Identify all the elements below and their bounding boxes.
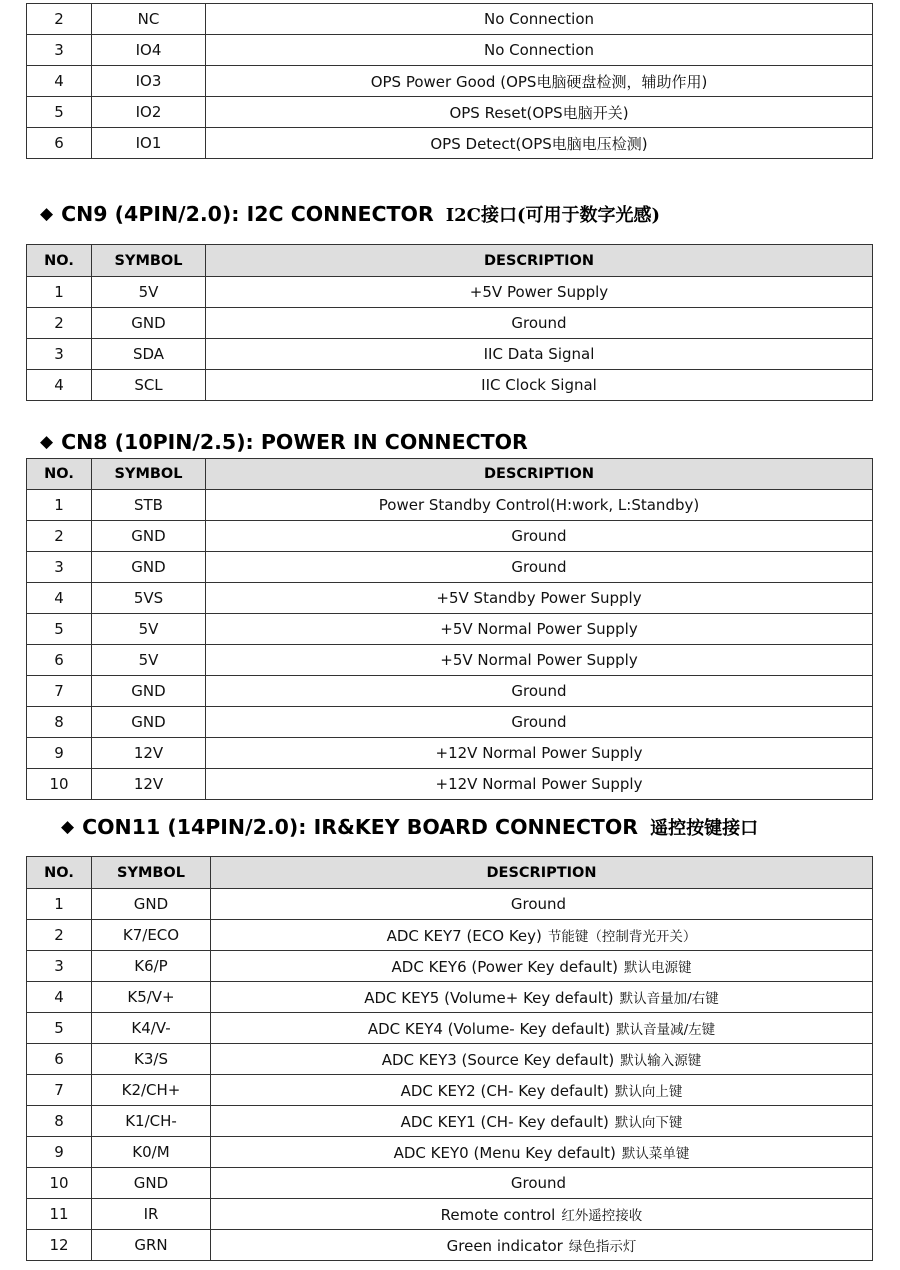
table-row xyxy=(27,1230,873,1261)
table-row xyxy=(27,308,873,339)
pin-number: 6 xyxy=(27,1044,92,1075)
pin-description: No Connection xyxy=(206,4,873,35)
pin-number: 7 xyxy=(27,1075,92,1106)
table-row xyxy=(27,490,873,521)
pin-symbol: GND xyxy=(92,308,206,339)
pin-number: 7 xyxy=(27,676,92,707)
pin-number: 2 xyxy=(27,308,92,339)
description-cn: 绿色指示灯 xyxy=(568,1239,637,1255)
description-en: ADC KEY5 (Volume+ Key default) xyxy=(364,989,614,1007)
pin-symbol: GND xyxy=(92,707,206,738)
table-row xyxy=(27,769,873,800)
table-row xyxy=(27,1168,873,1199)
pin-description: +5V Standby Power Supply xyxy=(206,583,873,614)
pin-description: Ground xyxy=(206,707,873,738)
pin-description xyxy=(211,982,873,1013)
table-row xyxy=(27,738,873,769)
table-header-row xyxy=(27,245,873,277)
pin-description: OPS Detect(OPS电脑电压检测) xyxy=(206,128,873,159)
table-row xyxy=(27,66,873,97)
pin-symbol: K0/M xyxy=(92,1137,211,1168)
pin-number: 9 xyxy=(27,1137,92,1168)
description-en: Green indicator xyxy=(446,1237,563,1255)
pin-description xyxy=(211,1044,873,1075)
pin-number: 1 xyxy=(27,277,92,308)
description-en: ADC KEY2 (CH- Key default) xyxy=(400,1082,609,1100)
pin-number: 4 xyxy=(27,370,92,401)
con11-heading xyxy=(61,814,758,840)
pin-number: 3 xyxy=(27,951,92,982)
header-description: DESCRIPTION xyxy=(206,245,873,277)
pin-symbol: GND xyxy=(92,889,211,920)
description-en: Ground xyxy=(510,895,567,913)
table-row xyxy=(27,951,873,982)
pin-number: 3 xyxy=(27,339,92,370)
pin-description xyxy=(211,889,873,920)
table-row xyxy=(27,128,873,159)
cn8-title: CN8 (10PIN/2.5): POWER IN CONNECTOR xyxy=(61,430,528,454)
pin-symbol: K5/V+ xyxy=(92,982,211,1013)
pin-description: Ground xyxy=(206,552,873,583)
table-row xyxy=(27,370,873,401)
table-row xyxy=(27,1199,873,1230)
pin-symbol: SDA xyxy=(92,339,206,370)
pin-number: 4 xyxy=(27,66,92,97)
table-row xyxy=(27,97,873,128)
cn9-pin-table xyxy=(26,244,873,401)
pin-description: +12V Normal Power Supply xyxy=(206,738,873,769)
pin-symbol: GND xyxy=(92,521,206,552)
pin-description xyxy=(211,951,873,982)
description-en: ADC KEY4 (Volume- Key default) xyxy=(367,1020,611,1038)
pin-symbol: K1/CH- xyxy=(92,1106,211,1137)
pin-symbol: K3/S xyxy=(92,1044,211,1075)
pin-number: 8 xyxy=(27,707,92,738)
pin-symbol: GND xyxy=(92,552,206,583)
pin-description xyxy=(211,1230,873,1261)
description-cn: 默认输入源键 xyxy=(620,1053,702,1069)
pin-symbol: IR xyxy=(92,1199,211,1230)
table-row xyxy=(27,1075,873,1106)
pin-number: 12 xyxy=(27,1230,92,1261)
pin-description xyxy=(211,1075,873,1106)
con11-table-header xyxy=(27,857,873,889)
pin-symbol: 5V xyxy=(92,645,206,676)
table-row xyxy=(27,521,873,552)
description-en: ADC KEY1 (CH- Key default) xyxy=(400,1113,609,1131)
description-cn: 默认向上键 xyxy=(614,1084,683,1100)
description-en: Remote control xyxy=(440,1206,556,1224)
pin-symbol: 12V xyxy=(92,738,206,769)
pin-symbol: IO4 xyxy=(92,35,206,66)
description-cn: 默认音量加/右键 xyxy=(619,991,719,1007)
cn8-heading xyxy=(40,430,528,454)
pin-number: 6 xyxy=(27,128,92,159)
pin-description xyxy=(211,1168,873,1199)
table-row xyxy=(27,35,873,66)
pin-description: Ground xyxy=(206,521,873,552)
pin-number: 1 xyxy=(27,490,92,521)
pin-number: 4 xyxy=(27,583,92,614)
header-no: NO. xyxy=(27,857,92,889)
pin-number: 6 xyxy=(27,645,92,676)
pin-number: 3 xyxy=(27,552,92,583)
pin-symbol: GND xyxy=(92,1168,211,1199)
pin-symbol: NC xyxy=(92,4,206,35)
pin-number: 11 xyxy=(27,1199,92,1230)
cn8-pin-table xyxy=(26,458,873,800)
table-header-row xyxy=(27,857,873,889)
pin-number: 10 xyxy=(27,1168,92,1199)
description-cn: 默认向下键 xyxy=(614,1115,683,1131)
ops-table-body xyxy=(27,4,873,159)
con11-title-cn: 遥控按键接口 xyxy=(650,818,759,839)
description-en: ADC KEY7 (ECO Key) xyxy=(386,927,542,945)
pin-symbol: 5VS xyxy=(92,583,206,614)
table-row xyxy=(27,583,873,614)
header-symbol: SYMBOL xyxy=(92,459,206,490)
table-row xyxy=(27,339,873,370)
con11-table-body xyxy=(27,889,873,1261)
pin-description xyxy=(211,1013,873,1044)
cn9-title-cn: I2C接口(可用于数字光感) xyxy=(445,205,661,226)
table-row xyxy=(27,645,873,676)
pin-symbol: K6/P xyxy=(92,951,211,982)
header-no: NO. xyxy=(27,245,92,277)
pin-number: 5 xyxy=(27,614,92,645)
pin-description xyxy=(211,1106,873,1137)
description-en: ADC KEY6 (Power Key default) xyxy=(391,958,618,976)
table-row xyxy=(27,552,873,583)
description-cn: 默认电源键 xyxy=(623,960,692,976)
pin-description: Power Standby Control(H:work, L:Standby) xyxy=(206,490,873,521)
pin-number: 9 xyxy=(27,738,92,769)
pin-symbol: SCL xyxy=(92,370,206,401)
pin-description: No Connection xyxy=(206,35,873,66)
table-row xyxy=(27,1106,873,1137)
pin-number: 4 xyxy=(27,982,92,1013)
table-row xyxy=(27,676,873,707)
pin-number: 2 xyxy=(27,4,92,35)
pin-number: 1 xyxy=(27,889,92,920)
pin-description: Ground xyxy=(206,308,873,339)
header-symbol: SYMBOL xyxy=(92,857,211,889)
ops-pin-table xyxy=(26,3,873,159)
cn9-table-body xyxy=(27,277,873,401)
pin-description: +12V Normal Power Supply xyxy=(206,769,873,800)
diamond-bullet-icon: ◆ xyxy=(61,817,75,837)
pin-description: +5V Power Supply xyxy=(206,277,873,308)
pin-symbol: IO3 xyxy=(92,66,206,97)
header-description: DESCRIPTION xyxy=(211,857,873,889)
pin-description: IIC Data Signal xyxy=(206,339,873,370)
pin-symbol: K2/CH+ xyxy=(92,1075,211,1106)
table-row xyxy=(27,889,873,920)
table-row xyxy=(27,707,873,738)
header-description: DESCRIPTION xyxy=(206,459,873,490)
pin-symbol: 5V xyxy=(92,277,206,308)
pin-symbol: 12V xyxy=(92,769,206,800)
pin-description xyxy=(211,1199,873,1230)
pin-symbol: GND xyxy=(92,676,206,707)
cn8-table-body xyxy=(27,490,873,800)
table-row xyxy=(27,1013,873,1044)
cn9-heading xyxy=(40,201,660,227)
pin-description: OPS Power Good (OPS电脑硬盘检测，辅助作用) xyxy=(206,66,873,97)
pin-description: Ground xyxy=(206,676,873,707)
pin-number: 2 xyxy=(27,521,92,552)
pin-description: +5V Normal Power Supply xyxy=(206,645,873,676)
pin-symbol: K4/V- xyxy=(92,1013,211,1044)
description-cn: 节能键（控制背光开关） xyxy=(547,929,697,945)
pin-symbol: IO2 xyxy=(92,97,206,128)
pin-description: IIC Clock Signal xyxy=(206,370,873,401)
con11-pin-table xyxy=(26,856,873,1261)
cn8-table-header xyxy=(27,459,873,490)
header-no: NO. xyxy=(27,459,92,490)
pin-description xyxy=(211,920,873,951)
pin-number: 2 xyxy=(27,920,92,951)
pin-number: 8 xyxy=(27,1106,92,1137)
table-row xyxy=(27,982,873,1013)
description-cn: 红外遥控接收 xyxy=(561,1208,643,1224)
header-symbol: SYMBOL xyxy=(92,245,206,277)
pin-number: 5 xyxy=(27,97,92,128)
pin-number: 3 xyxy=(27,35,92,66)
pin-description xyxy=(211,1137,873,1168)
diamond-bullet-icon: ◆ xyxy=(40,204,54,224)
pin-symbol: GRN xyxy=(92,1230,211,1261)
description-en: ADC KEY3 (Source Key default) xyxy=(381,1051,615,1069)
pin-number: 10 xyxy=(27,769,92,800)
diamond-bullet-icon: ◆ xyxy=(40,432,54,452)
cn9-table-header xyxy=(27,245,873,277)
table-header-row xyxy=(27,459,873,490)
table-row xyxy=(27,1137,873,1168)
table-row xyxy=(27,277,873,308)
description-en: ADC KEY0 (Menu Key default) xyxy=(393,1144,616,1162)
table-row xyxy=(27,920,873,951)
pin-description: OPS Reset(OPS电脑开关) xyxy=(206,97,873,128)
table-row xyxy=(27,1044,873,1075)
table-row xyxy=(27,614,873,645)
pin-symbol: K7/ECO xyxy=(92,920,211,951)
description-cn: 默认菜单键 xyxy=(621,1146,690,1162)
cn9-title: CN9 (4PIN/2.0): I2C CONNECTOR xyxy=(61,202,434,226)
pin-number: 5 xyxy=(27,1013,92,1044)
pin-symbol: STB xyxy=(92,490,206,521)
con11-title: CON11 (14PIN/2.0): IR&KEY BOARD CONNECTOR xyxy=(82,815,639,839)
description-en: Ground xyxy=(510,1174,567,1192)
description-cn: 默认音量减/左键 xyxy=(616,1022,716,1038)
pin-description: +5V Normal Power Supply xyxy=(206,614,873,645)
pin-symbol: 5V xyxy=(92,614,206,645)
pin-symbol: IO1 xyxy=(92,128,206,159)
table-row xyxy=(27,4,873,35)
